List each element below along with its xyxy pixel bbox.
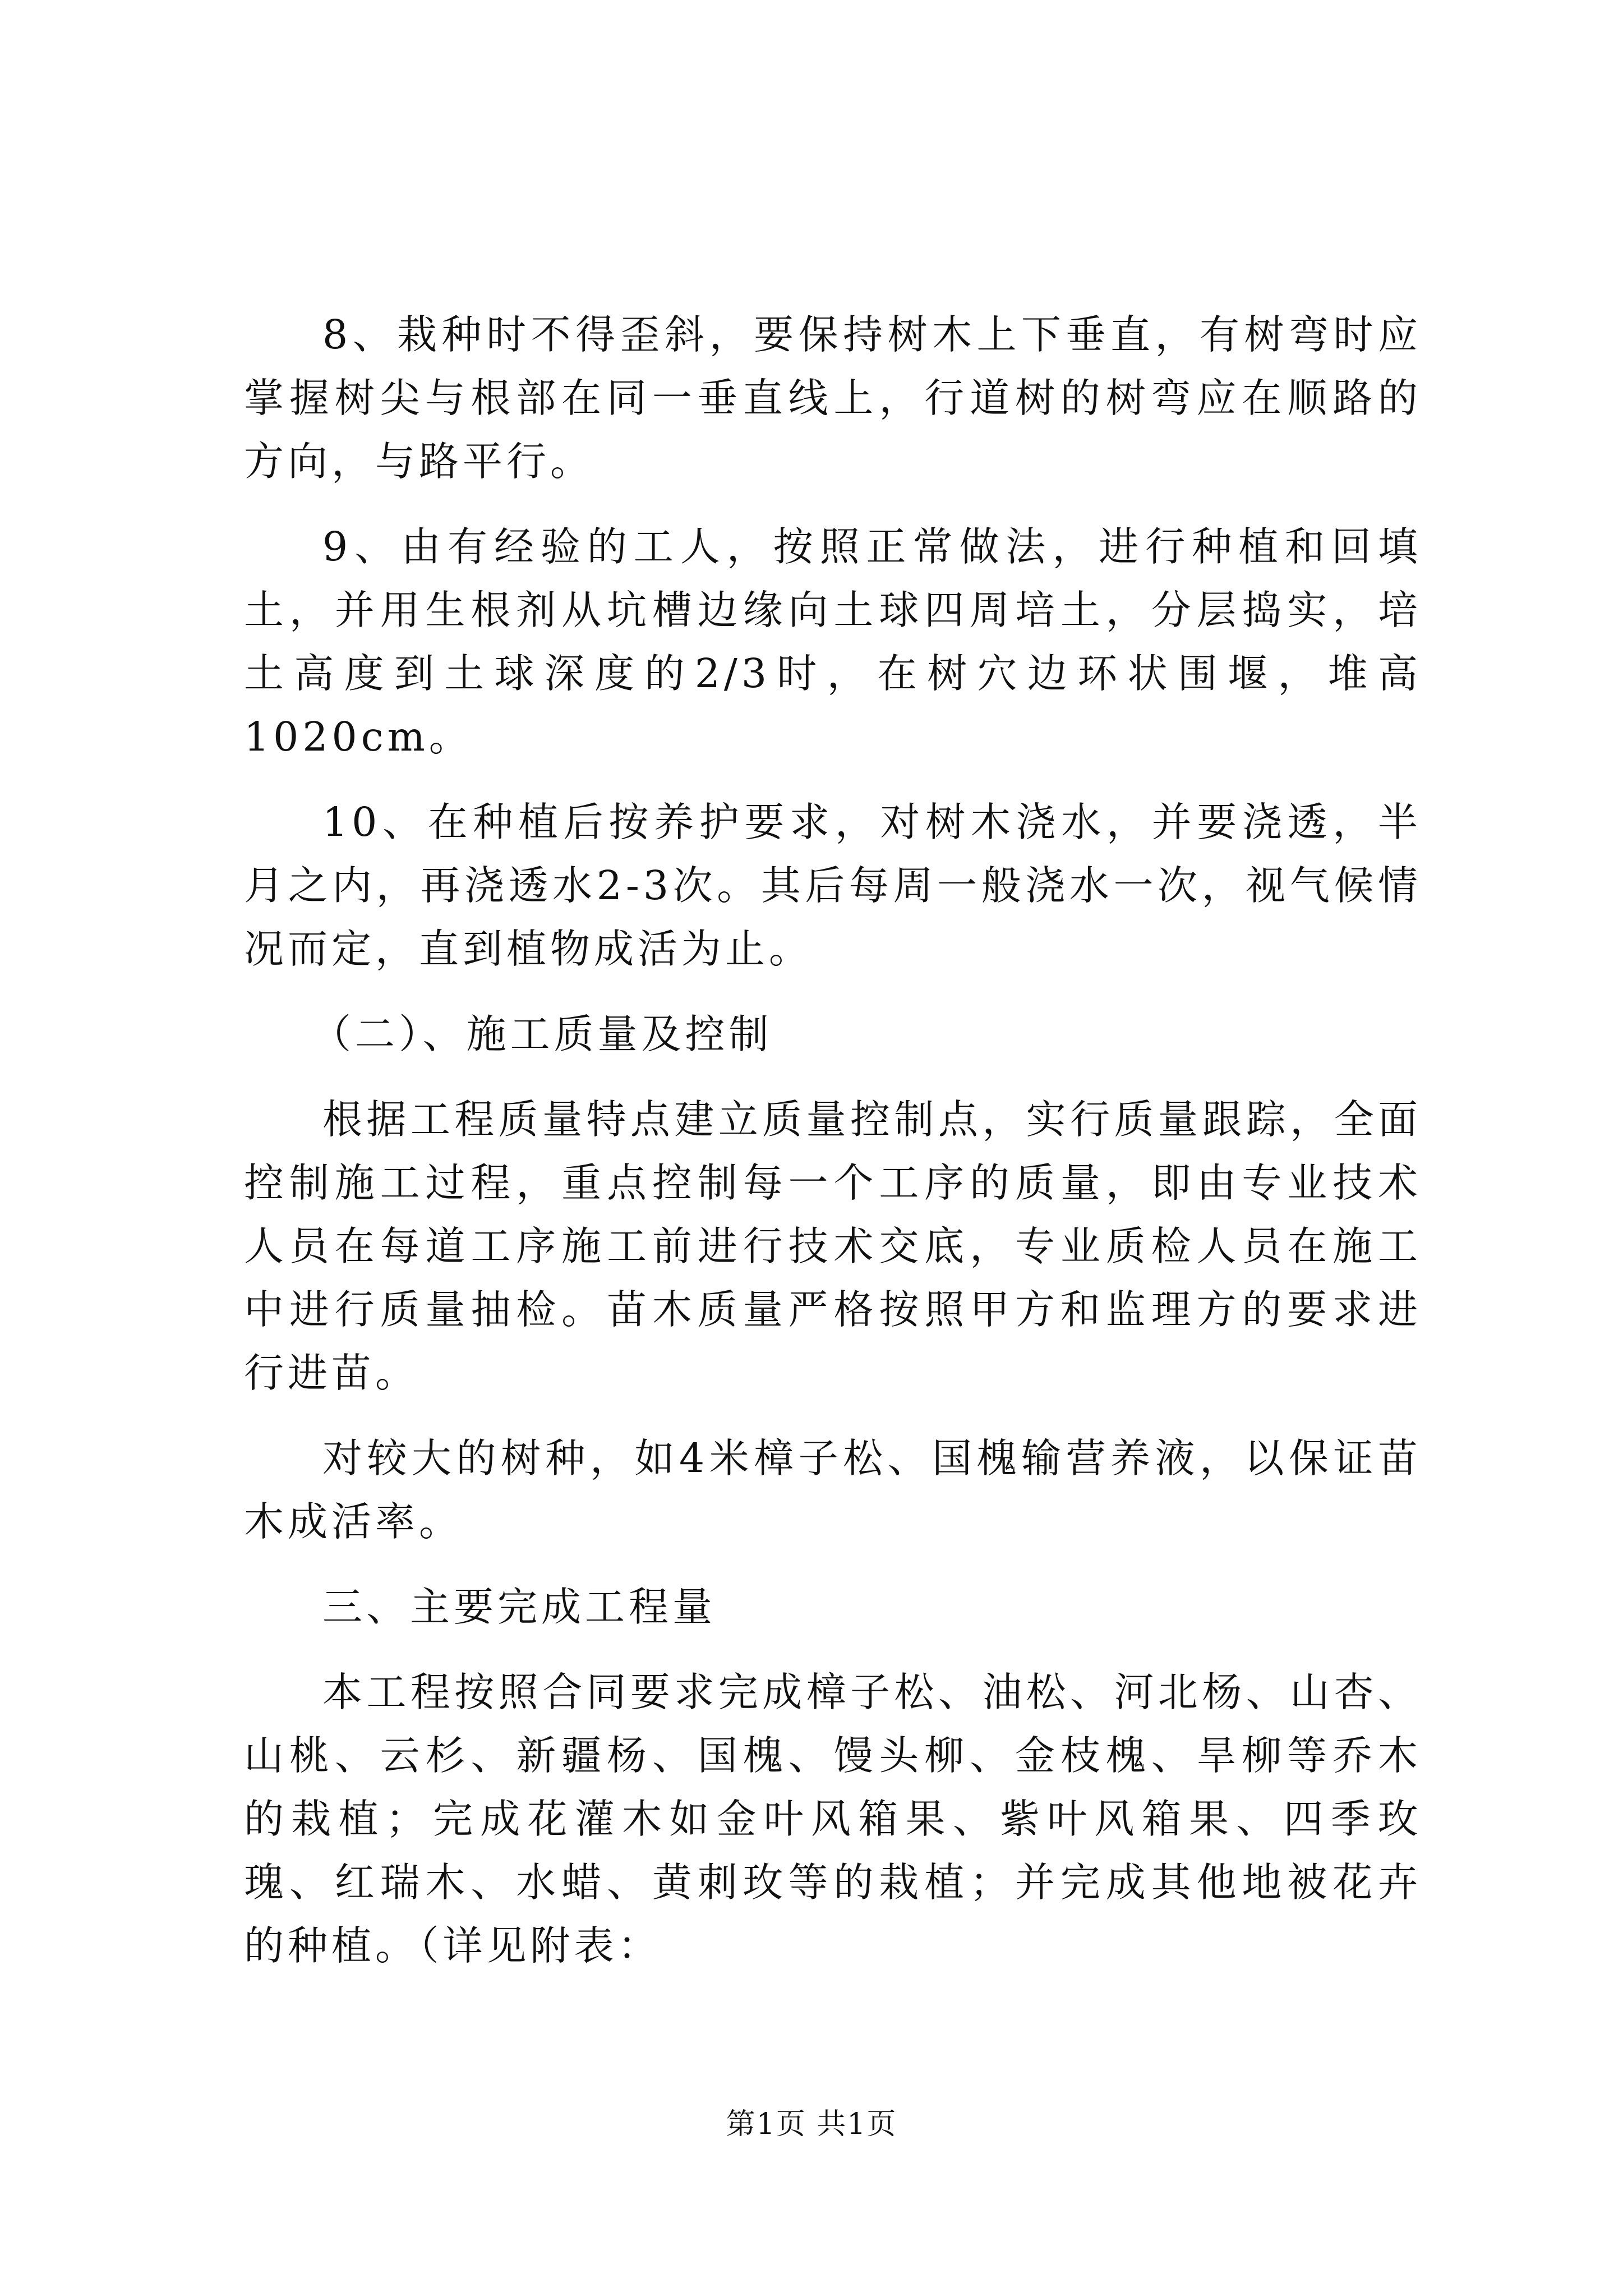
paragraph-item-10: 10、在种植后按养护要求，对树木浇水，并要浇透，半月之内，再浇透水2-3次。其后每周一般浇水一次，视气候情况而定，直到植物成活为止。 [244,799,1422,972]
document-body [244,303,1422,1999]
paragraph-quality-control: 根据工程质量特点建立质量控制点，实行质量跟踪，全面控制施工过程，重点控制每一个工序的质量，即由专业技术人员在每道工序施工前进行技术交底，专业质检人员在施工中进行质量抽检。苗木质量严格按照甲方和监理方的要求进行进苗。 [244,1096,1422,1396]
page-number-footer: 第1页 共1页 [726,2108,897,2141]
paragraph-large-trees: 对较大的树种，如4米樟子松、国槐输营养液，以保证苗木成活率。 [244,1435,1422,1545]
paragraph-item-9: 9、由有经验的工人，按照正常做法，进行种植和回填土，并用生根剂从坑槽边缘向土球四周培土，分层捣实，培土高度到土球深度的2/3时，在树穴边环状围堰，堆高1020cm。 [244,523,1422,760]
paragraph-main-quantities: 本工程按照合同要求完成樟子松、油松、河北杨、山杏、山桃、云杉、新疆杨、国槐、馒头柳、金枝槐、旱柳等乔木的栽植；完成花灌木如金叶风箱果、紫叶风箱果、四季玫瑰、红瑞木、水蜡、黄刺玫等的栽植；并完成其他地被花卉的种植。（详见附表： [244,1669,1422,1969]
section-heading-main-quantities: 三、主要完成工程量 [322,1584,717,1630]
paragraph-item-8: 8、栽种时不得歪斜，要保持树木上下垂直，有树弯时应掌握树尖与根部在同一垂直线上，行道树的树弯应在顺路的方向，与路平行。 [244,311,1422,485]
section-heading-quality-control: （二）、施工质量及控制 [311,1011,773,1057]
